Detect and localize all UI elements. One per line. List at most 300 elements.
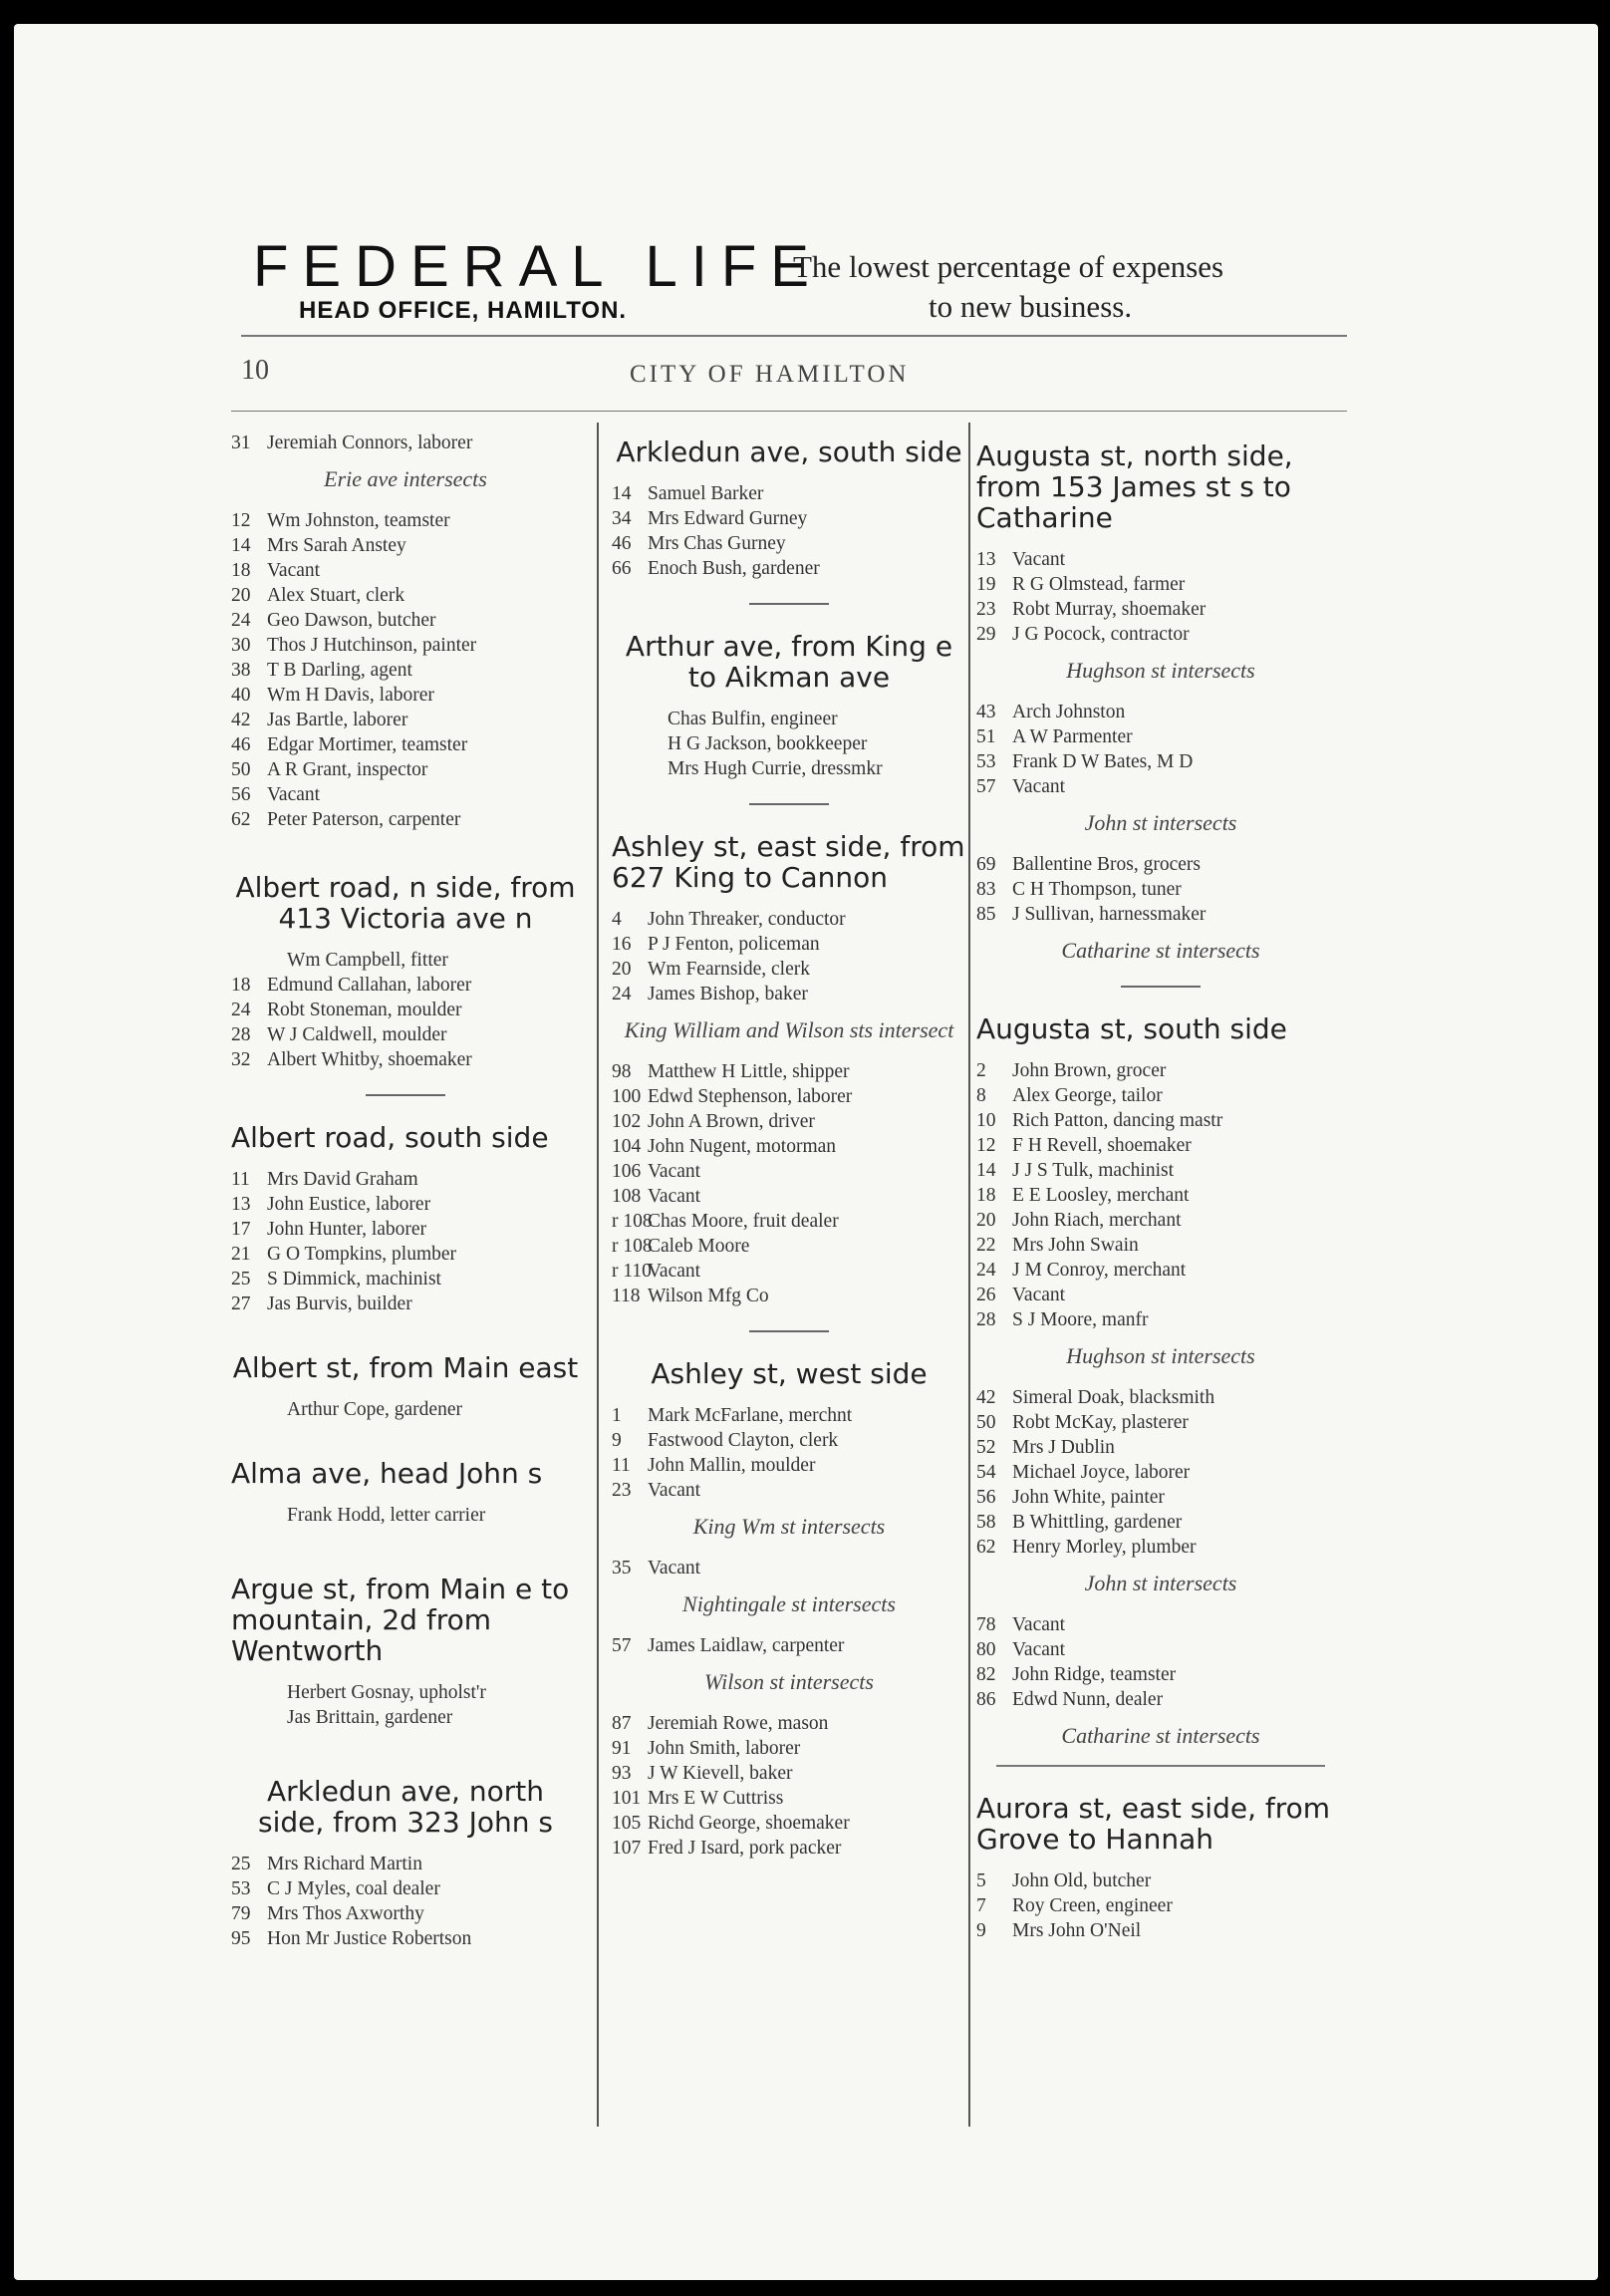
house-number: 50 bbox=[976, 1412, 996, 1433]
directory-entry bbox=[231, 683, 580, 708]
directory-entry bbox=[231, 1242, 580, 1267]
list-block bbox=[231, 430, 580, 455]
street-heading: Aurora st, east side, from Grove to Hannah bbox=[976, 1792, 1331, 1856]
directory-entry bbox=[231, 633, 580, 658]
resident-name: Jas Brittain, gardener bbox=[287, 1707, 453, 1728]
resident-name: P J Fenton, policeman bbox=[648, 934, 820, 955]
directory-entry bbox=[976, 1868, 1345, 1893]
list-block bbox=[231, 1852, 580, 1951]
directory-entry bbox=[976, 1662, 1345, 1687]
house-number: 35 bbox=[612, 1558, 632, 1578]
directory-entry bbox=[612, 1184, 966, 1209]
directory-entry bbox=[612, 1059, 966, 1084]
house-number: 9 bbox=[612, 1430, 622, 1451]
resident-name: John Hunter, laborer bbox=[267, 1219, 427, 1240]
resident-name: Arch Johnston bbox=[1012, 702, 1126, 722]
street-heading: Albert st, from Main east bbox=[232, 1351, 579, 1384]
directory-entry bbox=[976, 1158, 1345, 1183]
house-number: 5 bbox=[976, 1870, 986, 1891]
directory-entry bbox=[231, 732, 580, 757]
resident-name: Mrs Edward Gurney bbox=[648, 508, 808, 529]
resident-name: Vacant bbox=[1012, 1614, 1066, 1635]
directory-entry bbox=[231, 430, 580, 455]
street-heading: Arthur ave, from King e to Aikman ave bbox=[625, 630, 953, 694]
resident-name: Vacant bbox=[648, 1161, 701, 1182]
house-number: r 108 bbox=[612, 1211, 653, 1232]
directory-entry bbox=[612, 1403, 966, 1428]
resident-name: Matthew H Little, shipper bbox=[648, 1061, 850, 1082]
directory-entry bbox=[231, 1503, 580, 1528]
intersection-note: Catharine st intersects bbox=[1061, 938, 1260, 963]
directory-entry bbox=[612, 1159, 966, 1184]
directory-entry bbox=[231, 583, 580, 608]
house-number: 28 bbox=[231, 1024, 251, 1045]
house-number: 9 bbox=[976, 1920, 986, 1941]
house-number: 13 bbox=[231, 1194, 251, 1215]
directory-entry bbox=[231, 1901, 580, 1926]
resident-name: John Brown, grocer bbox=[1012, 1060, 1167, 1081]
house-number: 29 bbox=[976, 624, 996, 645]
house-number: 13 bbox=[976, 549, 996, 570]
list-block bbox=[976, 852, 1345, 927]
directory-entry bbox=[976, 877, 1345, 902]
resident-name: Mark McFarlane, merchnt bbox=[648, 1405, 853, 1426]
resident-name: Vacant bbox=[648, 1261, 701, 1282]
intersection-note: King Wm st intersects bbox=[692, 1514, 886, 1539]
list-block bbox=[976, 1868, 1345, 1943]
resident-name: Mrs Chas Gurney bbox=[648, 533, 786, 554]
resident-name: S J Moore, manfr bbox=[1012, 1309, 1149, 1330]
resident-name: Chas Moore, fruit dealer bbox=[648, 1211, 839, 1232]
resident-name: Richd George, shoemaker bbox=[648, 1813, 850, 1834]
directory-entry bbox=[231, 1705, 580, 1730]
resident-name: Fred J Isard, pork packer bbox=[648, 1838, 842, 1859]
resident-name: Herbert Gosnay, upholst'r bbox=[287, 1682, 486, 1703]
directory-entry bbox=[612, 1259, 966, 1284]
directory-entry bbox=[612, 957, 966, 982]
resident-name: Vacant bbox=[1012, 776, 1066, 797]
directory-entry bbox=[231, 998, 580, 1022]
directory-entry bbox=[231, 1267, 580, 1292]
directory-entry bbox=[976, 597, 1345, 622]
directory-entry bbox=[231, 658, 580, 683]
house-number: 98 bbox=[612, 1061, 632, 1082]
directory-entry bbox=[231, 608, 580, 633]
column-3 bbox=[976, 423, 1345, 1943]
resident-name: Mrs Richard Martin bbox=[267, 1854, 422, 1874]
house-number: 24 bbox=[612, 984, 632, 1004]
resident-name: Vacant bbox=[648, 1186, 701, 1207]
list-block bbox=[612, 707, 966, 781]
page-number: 10 bbox=[241, 355, 269, 386]
house-number: 23 bbox=[612, 1480, 632, 1501]
directory-entry bbox=[231, 533, 580, 558]
directory-entry bbox=[612, 1209, 966, 1234]
house-number: 56 bbox=[976, 1487, 996, 1508]
directory-entry bbox=[976, 1510, 1345, 1535]
directory-entry bbox=[612, 481, 966, 506]
resident-name: Mrs John O'Neil bbox=[1012, 1920, 1142, 1941]
house-number: 86 bbox=[976, 1689, 996, 1710]
intersection-note: Nightingale st intersects bbox=[682, 1591, 896, 1616]
directory-entry bbox=[612, 1109, 966, 1134]
directory-entry bbox=[976, 1460, 1345, 1485]
resident-name: Vacant bbox=[648, 1558, 701, 1578]
resident-name: Edmund Callahan, laborer bbox=[267, 975, 472, 996]
list-block bbox=[976, 700, 1345, 799]
house-number: 22 bbox=[976, 1235, 996, 1256]
resident-name: Wm Fearnside, clerk bbox=[648, 959, 810, 980]
resident-name: C H Thompson, tuner bbox=[1012, 879, 1182, 900]
house-number: 12 bbox=[976, 1135, 996, 1156]
directory-entry bbox=[612, 1284, 966, 1308]
resident-name: J W Kievell, baker bbox=[648, 1763, 793, 1784]
resident-name: Henry Morley, plumber bbox=[1012, 1537, 1197, 1558]
directory-entry bbox=[231, 1192, 580, 1217]
directory-entry bbox=[976, 1283, 1345, 1307]
resident-name: John Threaker, conductor bbox=[648, 909, 846, 930]
house-number: 53 bbox=[976, 751, 996, 772]
house-number: 101 bbox=[612, 1788, 642, 1809]
house-number: 28 bbox=[976, 1309, 996, 1330]
resident-name: Mrs J Dublin bbox=[1012, 1437, 1115, 1458]
directory-entry bbox=[976, 1893, 1345, 1918]
house-number: 14 bbox=[231, 535, 251, 556]
house-number: 46 bbox=[231, 734, 251, 755]
list-block bbox=[612, 1711, 966, 1861]
directory-entry bbox=[976, 572, 1345, 597]
directory-entry bbox=[231, 1876, 580, 1901]
house-number: 52 bbox=[976, 1437, 996, 1458]
directory-entry bbox=[231, 708, 580, 732]
resident-name: B Whittling, gardener bbox=[1012, 1512, 1183, 1533]
list-block bbox=[976, 1612, 1345, 1712]
house-number: 24 bbox=[231, 610, 251, 631]
resident-name: Wm Campbell, fitter bbox=[287, 950, 448, 971]
resident-name: R G Olmstead, farmer bbox=[1012, 574, 1186, 595]
directory-entry bbox=[976, 1637, 1345, 1662]
house-number: 23 bbox=[976, 599, 996, 620]
resident-name: James Laidlaw, carpenter bbox=[648, 1635, 845, 1656]
resident-name: Hon Mr Justice Robertson bbox=[267, 1928, 472, 1949]
directory-entry bbox=[231, 1167, 580, 1192]
directory-entry bbox=[231, 508, 580, 533]
directory-entry bbox=[976, 902, 1345, 927]
directory-entry bbox=[976, 1233, 1345, 1258]
resident-name: Robt Murray, shoemaker bbox=[1012, 599, 1207, 620]
house-number: 17 bbox=[231, 1219, 251, 1240]
house-number: 62 bbox=[231, 809, 251, 830]
resident-name: Simeral Doak, blacksmith bbox=[1012, 1387, 1215, 1408]
list-block bbox=[612, 1633, 966, 1658]
street-heading: Ashley st, east side, from 627 King to Cannon bbox=[612, 830, 965, 894]
directory-entry bbox=[612, 731, 966, 756]
resident-name: Ballentine Bros, grocers bbox=[1012, 854, 1201, 875]
house-number: 38 bbox=[231, 660, 251, 681]
resident-name: T B Darling, agent bbox=[267, 660, 412, 681]
house-number: 34 bbox=[612, 508, 632, 529]
house-number: 87 bbox=[612, 1713, 632, 1734]
resident-name: Frank D W Bates, M D bbox=[1012, 751, 1194, 772]
house-number: 24 bbox=[231, 1000, 251, 1020]
directory-entry bbox=[612, 1836, 966, 1861]
resident-name: Wm Johnston, teamster bbox=[267, 510, 450, 531]
resident-name: Enoch Bush, gardener bbox=[648, 558, 820, 579]
house-number: 78 bbox=[976, 1614, 996, 1635]
house-number: 42 bbox=[231, 710, 251, 730]
house-number: r 110 bbox=[612, 1261, 652, 1282]
directory-entry bbox=[231, 1397, 580, 1422]
resident-name: Jeremiah Rowe, mason bbox=[648, 1713, 829, 1734]
directory-entry bbox=[231, 1680, 580, 1705]
resident-name: Mrs Hugh Currie, dressmkr bbox=[668, 758, 883, 779]
list-block bbox=[231, 1397, 580, 1422]
resident-name: Edwd Nunn, dealer bbox=[1012, 1689, 1164, 1710]
resident-name: Rich Patton, dancing mastr bbox=[1012, 1110, 1223, 1131]
house-number: 18 bbox=[231, 560, 251, 581]
list-block bbox=[612, 1556, 966, 1580]
advertisement-header bbox=[241, 213, 1347, 325]
section-separator bbox=[749, 1330, 829, 1332]
house-number: 21 bbox=[231, 1244, 251, 1265]
street-heading: Arkledun ave, north side, from 323 John s bbox=[258, 1775, 553, 1839]
house-number: 11 bbox=[231, 1169, 250, 1190]
resident-name: Thos J Hutchinson, painter bbox=[267, 635, 477, 656]
intersection-note: Erie ave intersects bbox=[324, 466, 487, 491]
directory-entry bbox=[976, 1083, 1345, 1108]
directory-entry bbox=[976, 1612, 1345, 1637]
resident-name: G O Tompkins, plumber bbox=[267, 1244, 457, 1265]
directory-entry bbox=[612, 1736, 966, 1761]
resident-name: H G Jackson, bookkeeper bbox=[668, 733, 868, 754]
directory-entry bbox=[612, 1478, 966, 1503]
list-block bbox=[976, 1385, 1345, 1560]
house-number: 27 bbox=[231, 1293, 251, 1314]
resident-name: John A Brown, driver bbox=[648, 1111, 815, 1132]
house-number: 19 bbox=[976, 574, 996, 595]
list-block bbox=[231, 1680, 580, 1730]
resident-name: Roy Creen, engineer bbox=[1012, 1895, 1173, 1916]
resident-name: Robt Stoneman, moulder bbox=[267, 1000, 462, 1020]
directory-entry bbox=[976, 724, 1345, 749]
resident-name: Edgar Mortimer, teamster bbox=[267, 734, 468, 755]
list-block bbox=[231, 1167, 580, 1316]
street-heading: Augusta st, north side, from 153 James st s to Catharine bbox=[976, 439, 1293, 534]
resident-name: Mrs Sarah Anstey bbox=[267, 535, 406, 556]
resident-name: A W Parmenter bbox=[1012, 726, 1133, 747]
column-divider-right bbox=[968, 423, 970, 2127]
directory-entry bbox=[231, 558, 580, 583]
street-heading: Alma ave, head John s bbox=[231, 1457, 543, 1490]
house-number: 56 bbox=[231, 784, 251, 805]
resident-name: John Ridge, teamster bbox=[1012, 1664, 1177, 1685]
running-head: CITY OF HAMILTON bbox=[630, 361, 910, 388]
house-number: 2 bbox=[976, 1060, 986, 1081]
street-heading: Argue st, from Main e to mountain, 2d from Wentworth bbox=[231, 1573, 570, 1667]
house-number: 58 bbox=[976, 1512, 996, 1533]
house-number: 11 bbox=[612, 1455, 631, 1476]
directory-entry bbox=[612, 556, 966, 581]
directory-entry bbox=[612, 707, 966, 731]
intersection-note: Hughson st intersects bbox=[1066, 658, 1255, 683]
list-block bbox=[612, 481, 966, 581]
house-number: 7 bbox=[976, 1895, 986, 1916]
directory-entry bbox=[976, 1208, 1345, 1233]
resident-name: John Mallin, moulder bbox=[648, 1455, 816, 1476]
resident-name: J J S Tulk, machinist bbox=[1012, 1160, 1175, 1181]
house-number: 53 bbox=[231, 1878, 251, 1899]
directory-entry bbox=[612, 982, 966, 1006]
resident-name: Samuel Barker bbox=[648, 483, 764, 504]
house-number: 57 bbox=[976, 776, 996, 797]
resident-name: W J Caldwell, moulder bbox=[267, 1024, 447, 1045]
advert-title: FEDERAL LIFE bbox=[253, 234, 823, 299]
directory-entry bbox=[976, 1258, 1345, 1283]
directory-entry bbox=[976, 1058, 1345, 1083]
section-separator bbox=[749, 803, 829, 805]
section-rule bbox=[996, 1765, 1325, 1767]
list-block bbox=[976, 1058, 1345, 1332]
resident-name: Alex George, tailor bbox=[1012, 1085, 1163, 1106]
house-number: 12 bbox=[231, 510, 251, 531]
directory-entry bbox=[612, 907, 966, 932]
directory-entry bbox=[231, 1047, 580, 1072]
directory-entry bbox=[231, 807, 580, 832]
resident-name: J G Pocock, contractor bbox=[1012, 624, 1190, 645]
directory-entry bbox=[231, 1022, 580, 1047]
resident-name: Wilson Mfg Co bbox=[648, 1286, 769, 1306]
house-number: 14 bbox=[612, 483, 632, 504]
resident-name: Vacant bbox=[1012, 1285, 1066, 1305]
street-heading: Ashley st, west side bbox=[651, 1357, 928, 1390]
resident-name: Robt McKay, plasterer bbox=[1012, 1412, 1189, 1433]
directory-entry bbox=[976, 1183, 1345, 1208]
resident-name: Vacant bbox=[648, 1480, 701, 1501]
house-number: 50 bbox=[231, 759, 251, 780]
house-number: 26 bbox=[976, 1285, 996, 1305]
directory-entry bbox=[976, 1410, 1345, 1435]
house-number: 66 bbox=[612, 558, 632, 579]
house-number: 106 bbox=[612, 1161, 642, 1182]
directory-entry bbox=[612, 1084, 966, 1109]
house-number: 46 bbox=[612, 533, 632, 554]
resident-name: Vacant bbox=[267, 560, 321, 581]
house-number: 80 bbox=[976, 1639, 996, 1660]
resident-name: Mrs Thos Axworthy bbox=[267, 1903, 424, 1924]
directory-entry bbox=[612, 932, 966, 957]
resident-name: Peter Paterson, carpenter bbox=[267, 809, 461, 830]
house-number: 85 bbox=[976, 904, 996, 925]
street-heading: Augusta st, south side bbox=[976, 1012, 1287, 1045]
intersection-note: John st intersects bbox=[1084, 1571, 1237, 1595]
directory-entry bbox=[612, 1428, 966, 1453]
directory-entry bbox=[612, 1786, 966, 1811]
resident-name: John White, painter bbox=[1012, 1487, 1165, 1508]
house-number: 40 bbox=[231, 685, 251, 706]
house-number: 20 bbox=[231, 585, 251, 606]
header-rule bbox=[241, 335, 1347, 337]
resident-name: Wm H Davis, laborer bbox=[267, 685, 434, 706]
resident-name: John Riach, merchant bbox=[1012, 1210, 1182, 1231]
house-number: 95 bbox=[231, 1928, 251, 1949]
directory-entry bbox=[612, 1761, 966, 1786]
directory-entry bbox=[976, 547, 1345, 572]
directory-entry bbox=[976, 1535, 1345, 1560]
resident-name: John Eustice, laborer bbox=[267, 1194, 431, 1215]
resident-name: J M Conroy, merchant bbox=[1012, 1260, 1187, 1281]
resident-name: Albert Whitby, shoemaker bbox=[267, 1049, 472, 1070]
resident-name: J Sullivan, harnessmaker bbox=[1012, 904, 1207, 925]
house-number: 51 bbox=[976, 726, 996, 747]
directory-entry bbox=[612, 1633, 966, 1658]
house-number: 57 bbox=[612, 1635, 632, 1656]
directory-entry bbox=[976, 774, 1345, 799]
directory-entry bbox=[231, 757, 580, 782]
resident-name: Vacant bbox=[267, 784, 321, 805]
resident-name: Jeremiah Connors, laborer bbox=[267, 432, 473, 453]
house-number: 91 bbox=[612, 1738, 632, 1759]
resident-name: A R Grant, inspector bbox=[267, 759, 428, 780]
column-1 bbox=[231, 423, 580, 1951]
house-number: 43 bbox=[976, 702, 996, 722]
resident-name: Caleb Moore bbox=[648, 1236, 750, 1257]
list-block bbox=[231, 1503, 580, 1528]
directory-page bbox=[14, 24, 1598, 2280]
house-number: 25 bbox=[231, 1854, 251, 1874]
house-number: 108 bbox=[612, 1186, 642, 1207]
house-number: 54 bbox=[976, 1462, 996, 1483]
section-separator bbox=[749, 603, 829, 605]
house-number: 24 bbox=[976, 1260, 996, 1281]
house-number: 25 bbox=[231, 1269, 251, 1290]
advert-tagline-line2: to new business. bbox=[929, 289, 1133, 324]
resident-name: Geo Dawson, butcher bbox=[267, 610, 436, 631]
intersection-note: Wilson st intersects bbox=[704, 1669, 874, 1694]
directory-entry bbox=[612, 756, 966, 781]
house-number: 62 bbox=[976, 1537, 996, 1558]
house-number: 18 bbox=[231, 975, 251, 996]
street-heading: Albert road, n side, from 413 Victoria ave n bbox=[235, 871, 576, 935]
house-number: 4 bbox=[612, 909, 622, 930]
resident-name: Jas Burvis, builder bbox=[267, 1293, 412, 1314]
directory-entry bbox=[976, 1435, 1345, 1460]
resident-name: John Old, butcher bbox=[1012, 1870, 1152, 1891]
directory-entry bbox=[231, 782, 580, 807]
house-number: 30 bbox=[231, 635, 251, 656]
resident-name: Arthur Cope, gardener bbox=[287, 1399, 462, 1420]
directory-entry bbox=[612, 531, 966, 556]
running-head-rule bbox=[231, 411, 1347, 412]
section-separator bbox=[366, 1094, 445, 1096]
resident-name: Mrs John Swain bbox=[1012, 1235, 1139, 1256]
resident-name: Vacant bbox=[1012, 1639, 1066, 1660]
house-number: 69 bbox=[976, 854, 996, 875]
directory-entry bbox=[612, 1234, 966, 1259]
resident-name: Alex Stuart, clerk bbox=[267, 585, 405, 606]
directory-entry bbox=[231, 948, 580, 973]
advert-subtitle: HEAD OFFICE, HAMILTON. bbox=[299, 297, 628, 324]
house-number: 82 bbox=[976, 1664, 996, 1685]
directory-entry bbox=[231, 1292, 580, 1316]
intersection-note: Catharine st intersects bbox=[1061, 1723, 1260, 1748]
directory-entry bbox=[976, 622, 1345, 647]
house-number: 42 bbox=[976, 1387, 996, 1408]
directory-entry bbox=[976, 1385, 1345, 1410]
list-block bbox=[976, 547, 1345, 647]
directory-entry bbox=[976, 1687, 1345, 1712]
column-divider-left bbox=[597, 423, 599, 2127]
house-number: 18 bbox=[976, 1185, 996, 1206]
